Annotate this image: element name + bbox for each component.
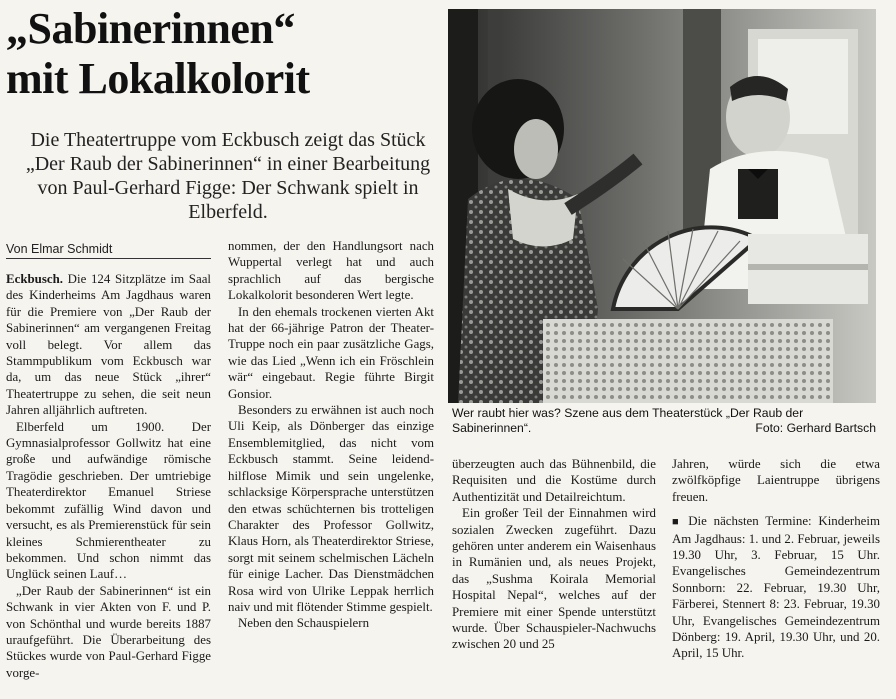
- paragraph: Jahren, würde sich die etwa zwölfköpfige Laientruppe übrigens freuen.: [672, 457, 880, 504]
- paragraph: In den ehemals trockenen vierten Akt hat der 66-jährige Patron der Theater-Truppe noch ein paar zusätzliche Gags, wie das Lied „Wenn ich ein Fröschlein wär“ eingebaut. Regie führte Birgit Gonsior.: [228, 304, 434, 401]
- paragraph: nommen, der den Handlungsort nach Wuppertal verlegt hat und auch sprachlich auf das bergische Lokalkolorit besonderen Wert legte.: [228, 239, 434, 303]
- photo-credit: Foto: Gerhard Bartsch: [755, 421, 876, 435]
- headline-line-1: „Sabinerinnen“: [6, 4, 295, 53]
- headline: [6, 4, 436, 104]
- article-column-2: [228, 238, 434, 632]
- paragraph-text: Die 124 Sitzplätze im Saal des Kinderheims Am Jagdhaus waren für die Premiere von „Der Raub der Sabinerinnen“ am vergangenen Freitag voll belegt. Vor allem das Stammpublikum vom Eckbusch war da, um das neue Stück „ihrer“ Theatertruppe zu sehen, die seit neun Jahren alljährlich auftreten.: [6, 272, 212, 418]
- article-column-1: [6, 271, 211, 681]
- theater-photo: [448, 9, 876, 403]
- dates-box: [672, 513, 880, 662]
- paragraph: [6, 271, 211, 419]
- dates-text: Die nächsten Termine: Kinderheim Am Jagdhaus: 1. und 2. Februar, jeweils 19.30 Uhr, 3. Februar, 15 Uhr. Evangelisches Gemeindezentrum Sonnborn: 22. Februar, 19.30 Uhr, Färberei, Stennert 8: 23. Februar, 19.30 Uhr, Evangelisches Gemeindezentrum Dönberg: 19. April, 19.30 Uhr, und 20. April, 15 Uhr.: [672, 514, 880, 661]
- article-column-4: [672, 456, 880, 662]
- photo-caption: [452, 406, 876, 436]
- paragraph: Elberfeld um 1900. Der Gymnasialprofessor Gollwitz hat eine große und aufwändige römische Tragödie geschrieben. Der umtriebige Theaterdirektor Emanuel Striese bekommt zufällig Wind davon und versucht, es als Premierenstück für sein kleines Schmierentheater zu bekommen. Und schon nimmt das Unglück seinen Lauf…: [6, 419, 211, 582]
- paragraph: überzeugten auch das Bühnenbild, die Requisiten und die Kostüme durch Authentizität und Detailreichtum.: [452, 457, 656, 504]
- caption-text: Wer raubt hier was? Szene aus dem Theaterstück „Der Raub der Sabinerinnen“.: [452, 406, 804, 435]
- dateline: Eckbusch.: [6, 272, 63, 286]
- paragraph: Neben den Schauspielern: [238, 616, 370, 631]
- paragraph: Ein großer Teil der Einnahmen wird sozialen Zwecken zugeführt. Dazu gehören unter anderem ein Waisenhaus in Rumänien und, als neues Projekt, das „Sushma Koirala Memorial Hospital Nepal“, welches auf der Premiere mit einer Spende unterstützt wurde. Über Schauspieler-Nachwuchs zwischen 20 und 25: [452, 506, 656, 652]
- deck-subtitle: Die Theatertruppe vom Eckbusch zeigt das Stück „Der Raub der Sabinerinnen“ in einer Bearbeitung von Paul-Gerhard Figge: Der Schwank spielt in Elberfeld.: [25, 129, 431, 223]
- byline: Von Elmar Schmidt: [6, 242, 211, 259]
- square-bullet-icon: ■: [672, 516, 683, 529]
- stage-scene-image: [448, 9, 876, 403]
- paragraph: „Der Raub der Sabinerinnen“ ist ein Schwank in vier Akten von F. und P. von Schönthal und wurde bereits 1887 uraufgeführt. Die Überarbeitung des Stückes wurde von Paul-Gerhard Figge vorge-: [6, 583, 211, 680]
- article-column-3: [452, 456, 656, 653]
- headline-line-2: mit Lokalkolorit: [6, 54, 310, 103]
- paragraph: Besonders zu erwähnen ist auch noch Uli Keip, als Dönberger das einzige Ensemblemitglied, das nicht vom Eckbusch stammt. Seine leidend-hilflose Mimik und sein ungelenke, schlacksige Körpersprache unterstützen den etwas schüchternen bis trotteligen Charakter des Professor Gollwitz, Klaus Horn, als Theaterdirektor Striese, sorgt mit seinem schelmischen Lächeln für einige Lacher. Das Dienstmädchen Rosa wird von Ulrike Leppak herrlich naiv und mit flötender Stimme gespielt.: [228, 403, 434, 614]
